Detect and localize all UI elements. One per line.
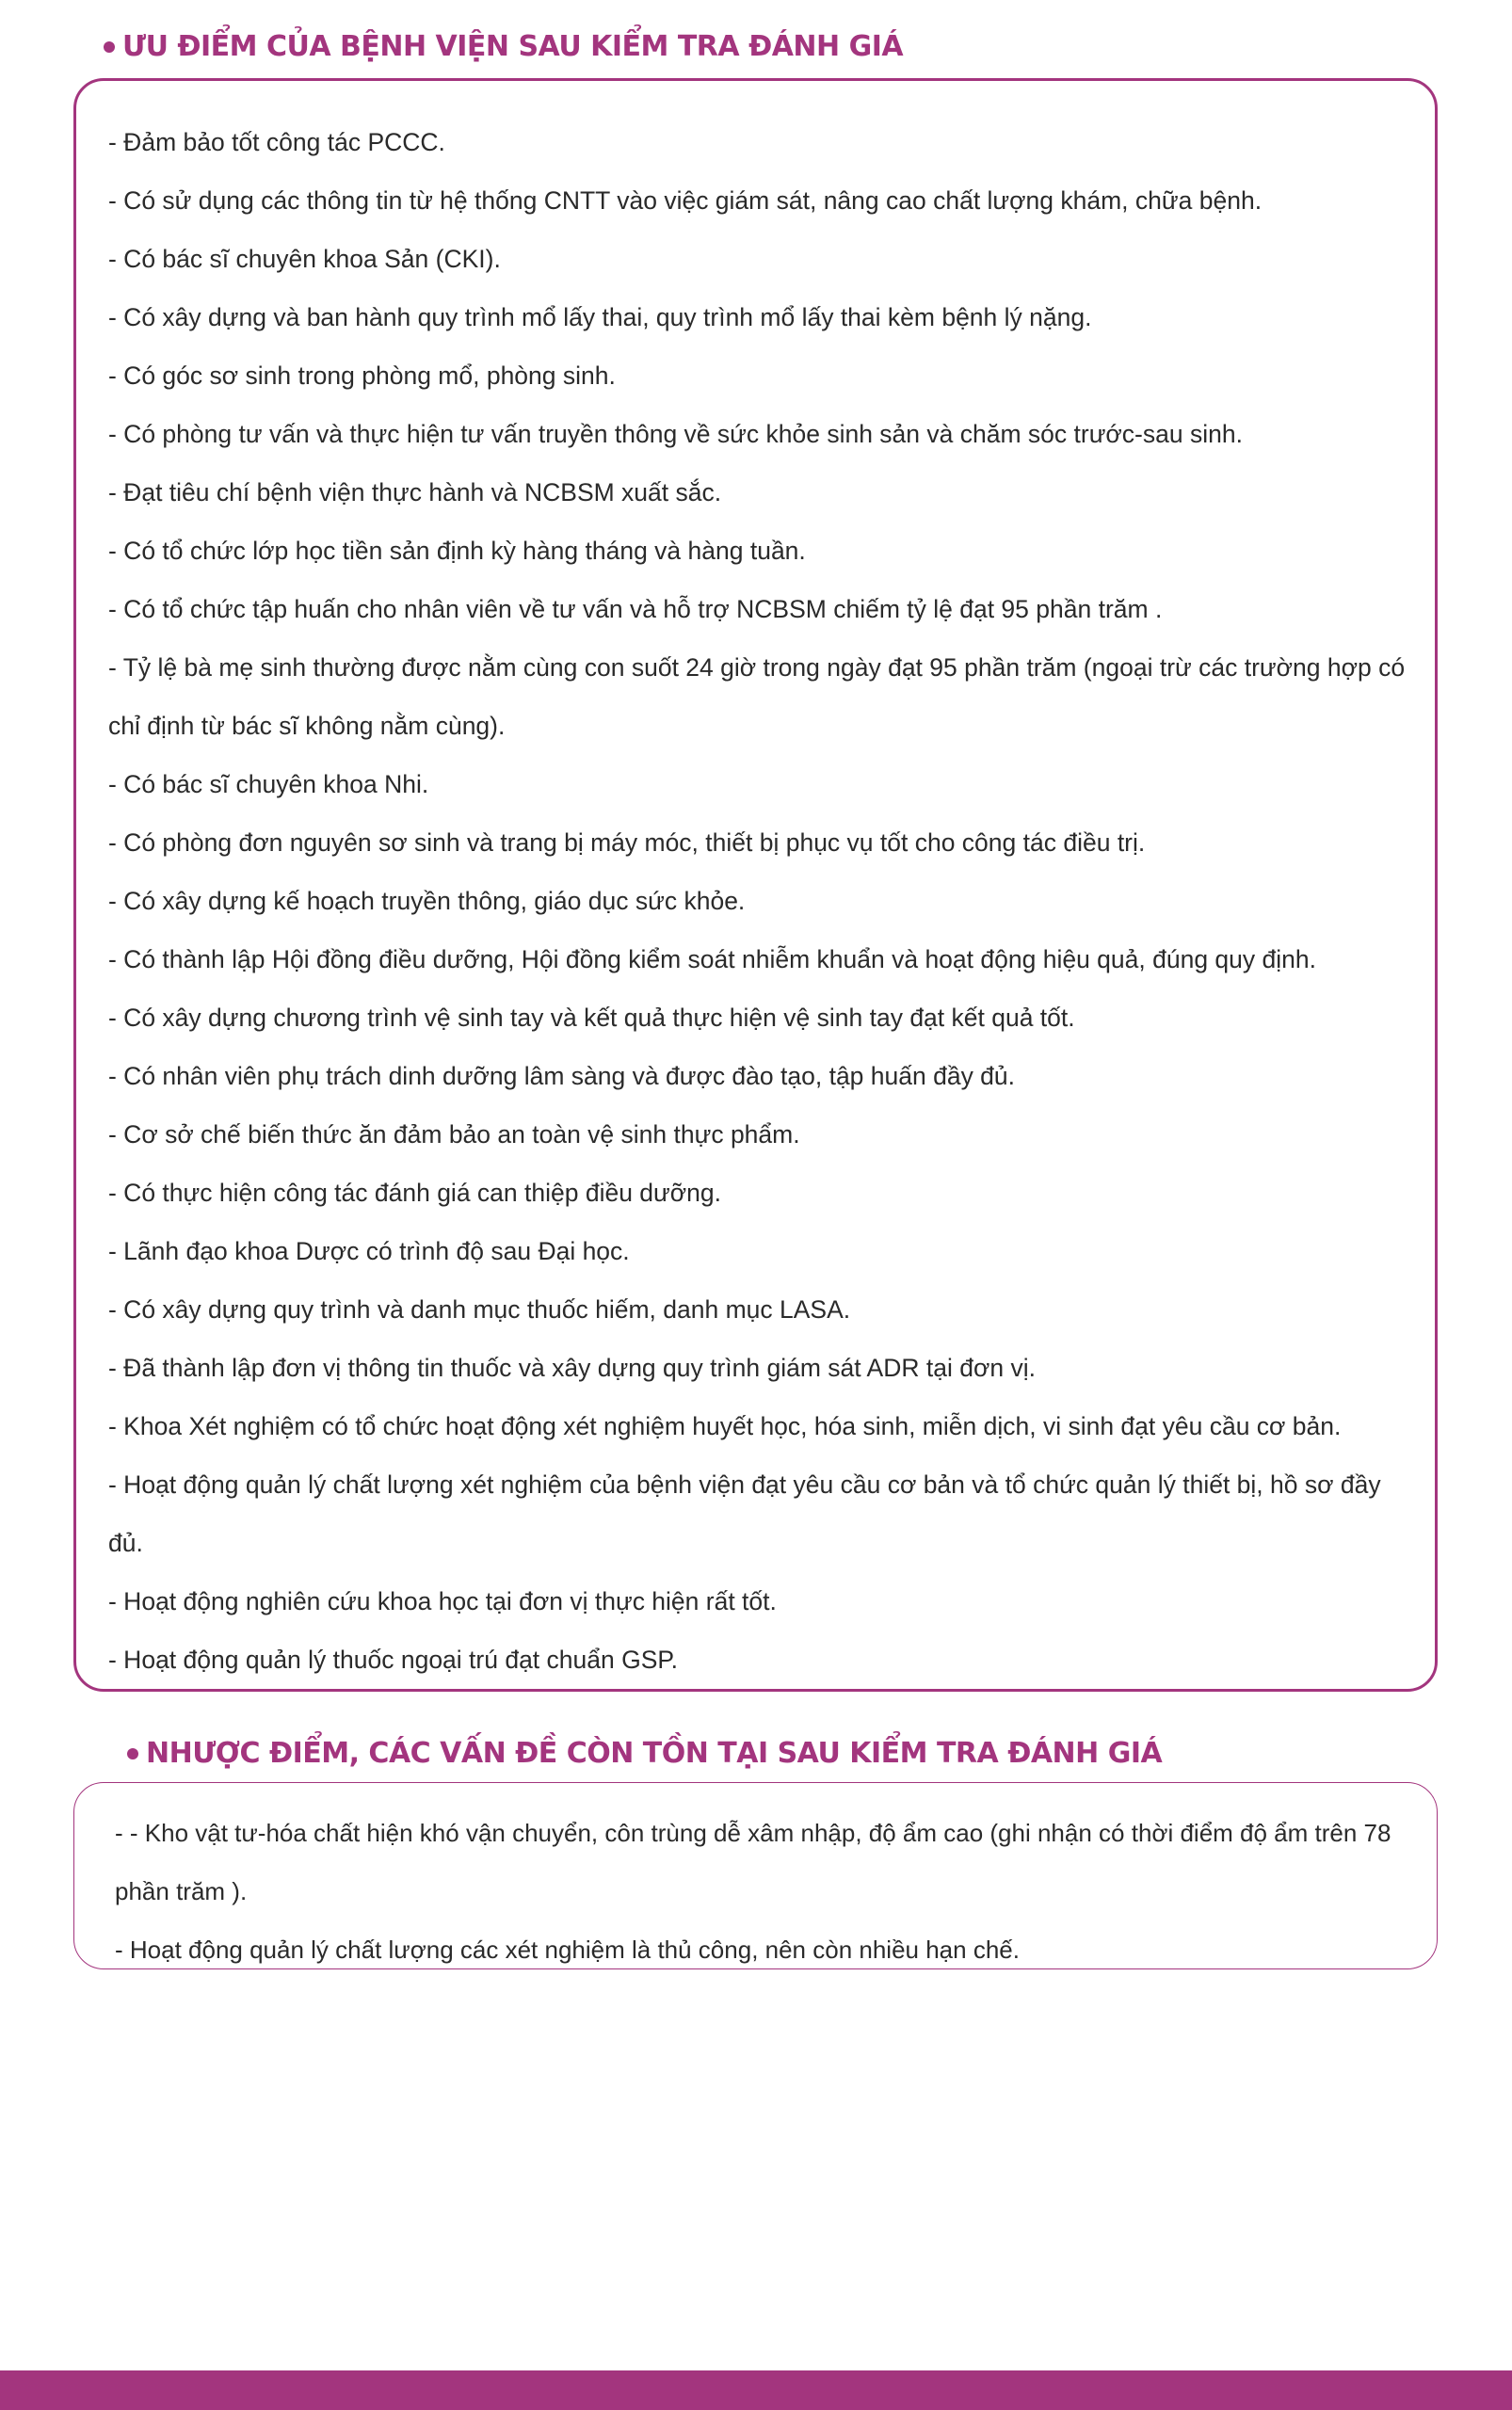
advantage-item: - Có tổ chức lớp học tiền sản định kỳ hàng tháng và hàng tuần. <box>108 537 806 565</box>
advantage-item: - Đảm bảo tốt công tác PCCC. <box>108 128 445 156</box>
footer-bar <box>0 2370 1512 2410</box>
advantages-title-text: ƯU ĐIỂM CỦA BỆNH VIỆN SAU KIỂM TRA ĐÁNH GIÁ <box>122 30 904 63</box>
advantage-item: - Có xây dựng kế hoạch truyền thông, giáo dục sức khỏe. <box>108 887 746 915</box>
advantages-section-title <box>104 30 903 63</box>
advantage-item: - Có phòng đơn nguyên sơ sinh và trang bị máy móc, thiết bị phục vụ tốt cho công tác điều trị. <box>108 828 1146 857</box>
advantage-item: - Có phòng tư vấn và thực hiện tư vấn truyền thông về sức khỏe sinh sản và chăm sóc trước-sau sinh. <box>108 420 1243 448</box>
bullet-dot-icon <box>127 1748 138 1759</box>
advantage-item: - Có xây dựng và ban hành quy trình mổ lấy thai, quy trình mổ lấy thai kèm bệnh lý nặng. <box>108 303 1092 331</box>
advantage-item: - Hoạt động quản lý chất lượng xét nghiệm của bệnh viện đạt yêu cầu cơ bản và tổ chức quản lý thiết bị, hồ sơ đầy đủ. <box>108 1470 1381 1557</box>
advantage-item: - Tỷ lệ bà mẹ sinh thường được nằm cùng con suốt 24 giờ trong ngày đạt 95 phần trăm (ngoại trừ các trường hợp có chỉ định từ bác sĩ không nằm cùng). <box>108 653 1406 740</box>
advantage-item: - Khoa Xét nghiệm có tổ chức hoạt động xét nghiệm huyết học, hóa sinh, miễn dịch, vi sinh đạt yêu cầu cơ bản. <box>108 1412 1342 1440</box>
advantage-item: - Đạt tiêu chí bệnh viện thực hành và NCBSM xuất sắc. <box>108 478 722 506</box>
advantage-item: - Có bác sĩ chuyên khoa Nhi. <box>108 770 429 798</box>
advantage-item: - Có góc sơ sinh trong phòng mổ, phòng sinh. <box>108 362 616 390</box>
bullet-dot-icon <box>104 41 115 53</box>
advantage-item: - Hoạt động nghiên cứu khoa học tại đơn vị thực hiện rất tốt. <box>108 1587 777 1615</box>
weaknesses-box <box>73 1782 1438 1969</box>
advantage-item: - Có xây dựng chương trình vệ sinh tay và kết quả thực hiện vệ sinh tay đạt kết quả tốt. <box>108 1004 1075 1032</box>
advantage-item: - Có thành lập Hội đồng điều dưỡng, Hội đồng kiểm soát nhiễm khuẩn và hoạt động hiệu quả, đúng quy định. <box>108 945 1316 973</box>
advantage-item: - Lãnh đạo khoa Dược có trình độ sau Đại học. <box>108 1237 630 1265</box>
advantage-item: - Hoạt động quản lý thuốc ngoại trú đạt chuẩn GSP. <box>108 1646 679 1674</box>
weakness-item: - Hoạt động quản lý chất lượng các xét nghiệm là thủ công, nên còn nhiều hạn chế. <box>115 1936 1020 1964</box>
advantage-item: - Có thực hiện công tác đánh giá can thiệp điều dưỡng. <box>108 1179 721 1207</box>
weaknesses-title-text: NHƯỢC ĐIỂM, CÁC VẤN ĐỀ CÒN TỒN TẠI SAU KIỂM TRA ĐÁNH GIÁ <box>146 1737 1163 1770</box>
advantage-item: - Đã thành lập đơn vị thông tin thuốc và xây dựng quy trình giám sát ADR tại đơn vị. <box>108 1354 1036 1382</box>
advantage-item: - Có xây dựng quy trình và danh mục thuốc hiếm, danh mục LASA. <box>108 1295 851 1324</box>
advantage-item: - Cơ sở chế biến thức ăn đảm bảo an toàn vệ sinh thực phẩm. <box>108 1120 800 1149</box>
weakness-item: - - Kho vật tư-hóa chất hiện khó vận chuyển, côn trùng dễ xâm nhập, độ ẩm cao (ghi nhận có thời điểm độ ẩm trên 78 phần trăm ). <box>115 1819 1391 1905</box>
weaknesses-section-title <box>127 1737 1162 1770</box>
advantages-box <box>73 78 1438 1692</box>
advantage-item: - Có sử dụng các thông tin từ hệ thống CNTT vào việc giám sát, nâng cao chất lượng khám, chữa bệnh. <box>108 186 1263 215</box>
advantage-item: - Có tổ chức tập huấn cho nhân viên về tư vấn và hỗ trợ NCBSM chiếm tỷ lệ đạt 95 phần trăm . <box>108 595 1163 623</box>
advantage-item: - Có nhân viên phụ trách dinh dưỡng lâm sàng và được đào tạo, tập huấn đầy đủ. <box>108 1062 1016 1090</box>
advantage-item: - Có bác sĩ chuyên khoa Sản (CKI). <box>108 245 501 273</box>
